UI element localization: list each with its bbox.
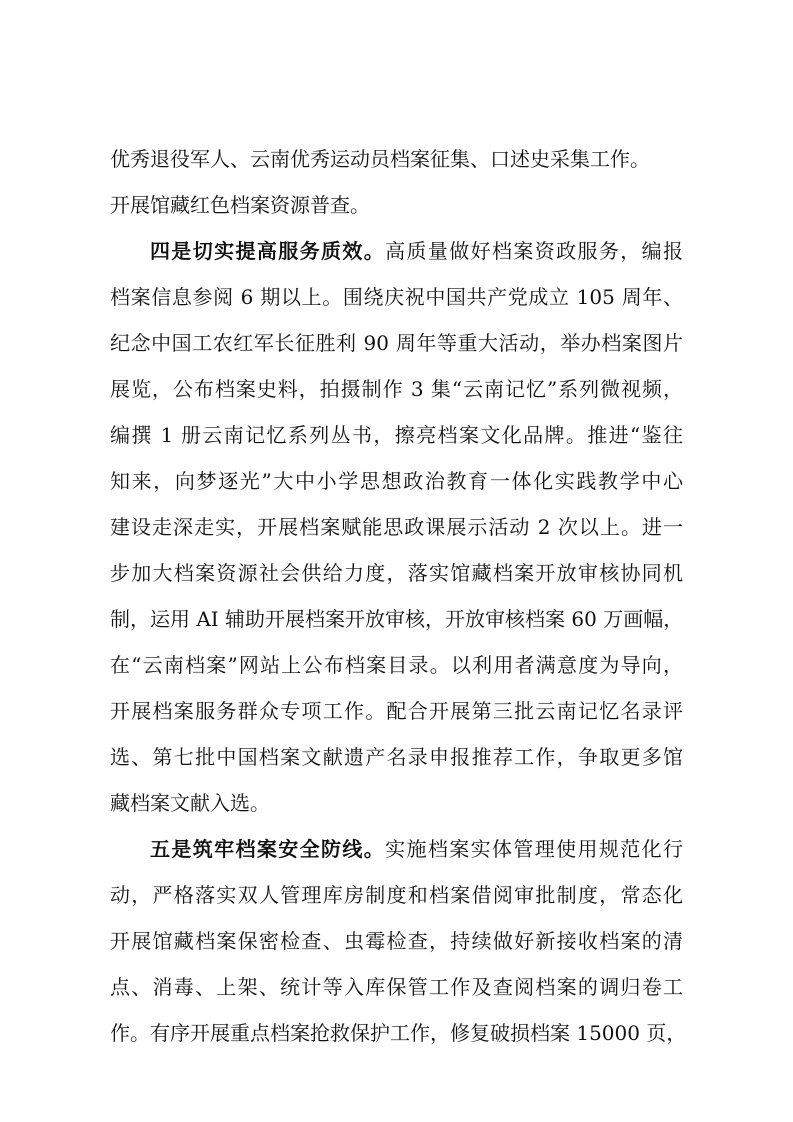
paragraph-line: 建设走深走实，开展档案赋能思政课展示活动 2 次以上。进一 — [110, 515, 683, 539]
paragraph-line: 开展馆藏档案保密检查、虫霉检查，持续做好新接收档案的清 — [110, 929, 683, 953]
paragraph-text: 高质量做好档案资政服务，编报 — [385, 239, 683, 263]
paragraph-line: 优秀退役军人、云南优秀运动员档案征集、口述史采集工作。 — [110, 147, 650, 171]
section-heading-line — [150, 238, 683, 264]
paragraph-line: 步加大档案资源社会供给力度，落实馆藏档案开放审核协同机 — [110, 561, 683, 585]
paragraph-line: 藏档案文献入选。 — [110, 791, 270, 815]
paragraph-line: 编撰 1 册云南记忆系列丛书，擦亮档案文化品牌。推进“鉴往 — [110, 423, 683, 447]
section-heading-five: 五是筑牢档案安全防线。 — [150, 837, 386, 861]
paragraph-line: 动，严格落实双人管理库房制度和档案借阅审批制度，常态化 — [110, 883, 683, 907]
section-heading-four: 四是切实提高服务质效。 — [150, 239, 386, 263]
paragraph-line: 作。有序开展重点档案抢救保护工作，修复破损档案 15000 页， — [110, 1021, 687, 1045]
paragraph-line: 选、第七批中国档案文献遗产名录申报推荐工作，争取更多馆 — [110, 745, 683, 769]
paragraph-line: 在“云南档案”网站上公布档案目录。以利用者满意度为导向， — [110, 653, 683, 677]
section-heading-line — [150, 836, 683, 862]
paragraph-text: 实施档案实体管理使用规范化行 — [385, 837, 683, 861]
paragraph-line: 制，运用 AI 辅助开展档案开放审核，开放审核档案 60 万画幅， — [110, 607, 684, 631]
paragraph-line: 点、消毒、上架、统计等入库保管工作及查阅档案的调归卷工 — [110, 975, 683, 999]
paragraph-line: 档案信息参阅 6 期以上。围绕庆祝中国共产党成立 105 周年、 — [110, 285, 683, 309]
paragraph-line: 知来，向梦逐光”大中小学思想政治教育一体化实践教学中心 — [110, 469, 683, 493]
paragraph-line: 展览，公布档案史料，拍摄制作 3 集“云南记忆”系列微视频， — [110, 377, 683, 401]
paragraph-line: 开展档案服务群众专项工作。配合开展第三批云南记忆名录评 — [110, 699, 683, 723]
paragraph-line: 开展馆藏红色档案资源普查。 — [110, 193, 370, 217]
paragraph-line: 纪念中国工农红军长征胜利 90 周年等重大活动，举办档案图片 — [110, 331, 683, 355]
